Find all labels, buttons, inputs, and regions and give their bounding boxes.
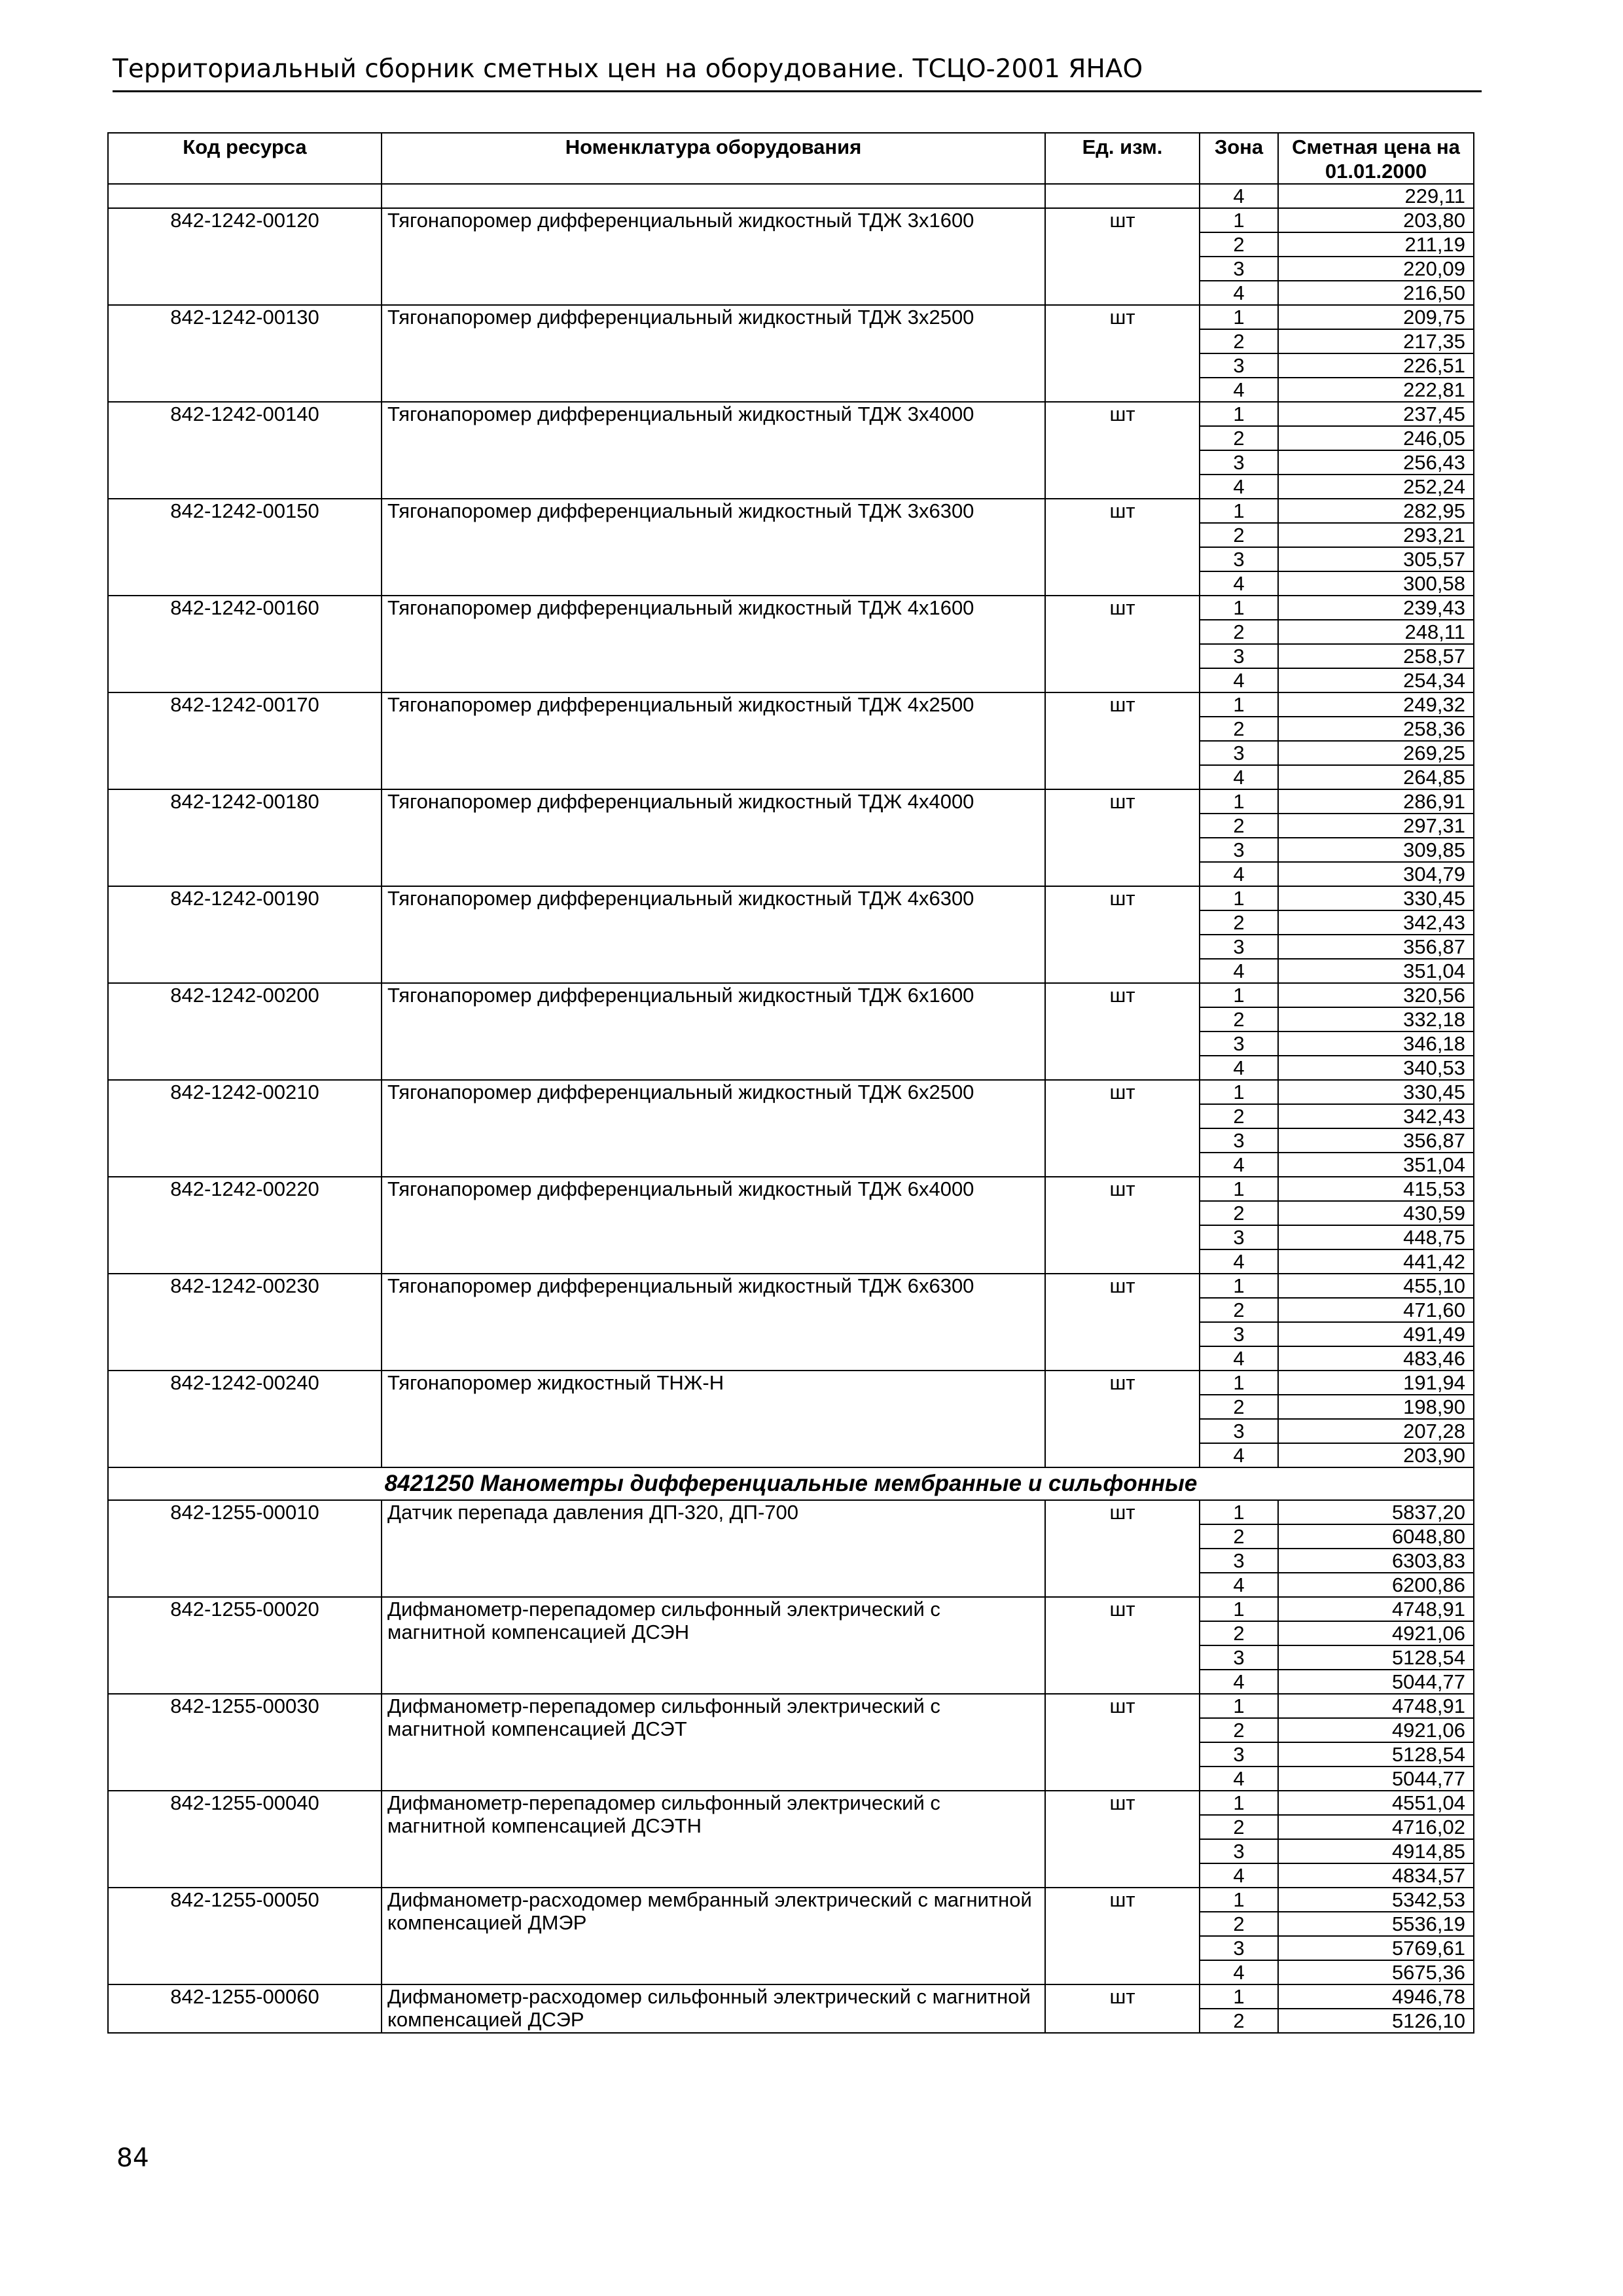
price-cell: 471,60 [1278,1298,1474,1322]
zone-cell: 1 [1200,402,1278,426]
zone-cell: 3 [1200,1225,1278,1249]
zone-cell: 2 [1200,1524,1278,1549]
resource-code: 842-1242-00230 [108,1274,382,1371]
zone-cell: 4 [1200,1056,1278,1080]
table-row [108,1177,1474,1201]
resource-code: 842-1242-00200 [108,983,382,1080]
resource-code: 842-1242-00160 [108,596,382,692]
table-header-row [108,133,1474,184]
resource-code: 842-1242-00190 [108,886,382,983]
price-cell: 356,87 [1278,1128,1474,1153]
zone-cell: 4 [1200,862,1278,886]
zone-cell: 1 [1200,1984,1278,2009]
price-cell: 5044,77 [1278,1670,1474,1694]
resource-code: 842-1242-00220 [108,1177,382,1274]
price-cell: 415,53 [1278,1177,1474,1201]
price-cell: 297,31 [1278,814,1474,838]
price-cell: 248,11 [1278,620,1474,644]
equipment-name: Тягонапоромер дифференциальный жидкостный ТДЖ 6х1600 [382,983,1045,1080]
zone-cell: 4 [1200,1346,1278,1371]
zone-cell: 4 [1200,1573,1278,1597]
unit-of-measure: шт [1045,1791,1200,1888]
price-cell: 455,10 [1278,1274,1474,1298]
table-row [108,1984,1474,2009]
price-cell: 6303,83 [1278,1549,1474,1573]
equipment-name: Дифманометр-расходомер мембранный электрический с магнитной компенсацией ДМЭР [382,1888,1045,1984]
equipment-name: Дифманометр-перепадомер сильфонный электрический с магнитной компенсацией ДСЭТ [382,1694,1045,1791]
unit-cell [1045,184,1200,208]
unit-of-measure: шт [1045,1080,1200,1177]
page-number: 84 [116,2144,149,2173]
price-cell: 320,56 [1278,983,1474,1007]
section-row [108,1467,1474,1500]
price-cell: 4921,06 [1278,1621,1474,1645]
resource-code: 842-1255-00060 [108,1984,382,2033]
zone-cell: 2 [1200,1395,1278,1419]
zone-cell: 4 [1200,281,1278,305]
price-cell: 217,35 [1278,329,1474,353]
header-name: Номенклатура оборудования [382,133,1045,184]
zone-cell: 2 [1200,1104,1278,1128]
unit-of-measure: шт [1045,1597,1200,1694]
price-cell: 441,42 [1278,1249,1474,1274]
equipment-name: Тягонапоромер дифференциальный жидкостный ТДЖ 4х4000 [382,789,1045,886]
price-cell: 254,34 [1278,668,1474,692]
zone-cell: 1 [1200,1500,1278,1524]
zone-cell: 4 [1200,1153,1278,1177]
header-price: Сметная цена на 01.01.2000 [1278,133,1474,184]
zone-cell: 1 [1200,1177,1278,1201]
table-row [108,1791,1474,1815]
equipment-name: Датчик перепада давления ДП-320, ДП-700 [382,1500,1045,1597]
price-cell: 282,95 [1278,499,1474,523]
price-cell: 5128,54 [1278,1645,1474,1670]
unit-of-measure: шт [1045,692,1200,789]
header-unit: Ед. изм. [1045,133,1200,184]
unit-of-measure: шт [1045,1500,1200,1597]
price-cell: 269,25 [1278,741,1474,765]
zone-cell: 2 [1200,329,1278,353]
zone-cell: 3 [1200,1549,1278,1573]
zone-cell: 1 [1200,1694,1278,1718]
price-cell: 203,80 [1278,208,1474,232]
zone-cell: 4 [1200,1767,1278,1791]
zone-cell: 2 [1200,717,1278,741]
price-cell: 191,94 [1278,1371,1474,1395]
equipment-name: Дифманометр-расходомер сильфонный электрический с магнитной компенсацией ДСЭР [382,1984,1045,2033]
zone-cell: 1 [1200,789,1278,814]
zone-cell: 4 [1200,668,1278,692]
price-cell: 5126,10 [1278,2009,1474,2033]
zone-cell: 1 [1200,692,1278,717]
resource-code: 842-1255-00050 [108,1888,382,1984]
zone-cell: 4 [1200,378,1278,402]
resource-code: 842-1242-00240 [108,1371,382,1467]
price-cell: 237,45 [1278,402,1474,426]
table-row [108,305,1474,329]
equipment-name: Тягонапоромер дифференциальный жидкостный ТДЖ 3х1600 [382,208,1045,305]
price-cell: 4921,06 [1278,1718,1474,1742]
unit-of-measure: шт [1045,305,1200,402]
equipment-name: Тягонапоромер дифференциальный жидкостный ТДЖ 4х2500 [382,692,1045,789]
zone-cell: 3 [1200,838,1278,862]
zone-cell: 2 [1200,1298,1278,1322]
zone-cell: 1 [1200,1274,1278,1298]
price-cell: 6048,80 [1278,1524,1474,1549]
equipment-name: Дифманометр-перепадомер сильфонный электрический с магнитной компенсацией ДСЭТН [382,1791,1045,1888]
unit-of-measure: шт [1045,402,1200,499]
price-cell: 4748,91 [1278,1597,1474,1621]
zone-cell: 3 [1200,935,1278,959]
section-title: 8421250 Манометры дифференциальные мембранные и сильфонные [108,1467,1474,1500]
price-cell: 286,91 [1278,789,1474,814]
price-cell: 4946,78 [1278,1984,1474,2009]
unit-of-measure: шт [1045,1371,1200,1467]
price-cell: 483,46 [1278,1346,1474,1371]
zone-cell: 4 [1200,1443,1278,1467]
table-row [108,184,1474,208]
equipment-name: Тягонапоромер дифференциальный жидкостный ТДЖ 3х4000 [382,402,1045,499]
price-cell: 5128,54 [1278,1742,1474,1767]
zone-cell: 2 [1200,1621,1278,1645]
price-cell: 198,90 [1278,1395,1474,1419]
table-row [108,208,1474,232]
equipment-name: Тягонапоромер дифференциальный жидкостный ТДЖ 6х4000 [382,1177,1045,1274]
price-cell: 226,51 [1278,353,1474,378]
price-cell: 305,57 [1278,547,1474,571]
zone-cell: 1 [1200,208,1278,232]
zone-cell: 1 [1200,886,1278,910]
table-row [108,1597,1474,1621]
equipment-name: Тягонапоромер дифференциальный жидкостный ТДЖ 4х6300 [382,886,1045,983]
header-code: Код ресурса [108,133,382,184]
table-row [108,1274,1474,1298]
resource-code: 842-1255-00020 [108,1597,382,1694]
equipment-name: Тягонапоромер жидкостный ТНЖ-Н [382,1371,1045,1467]
zone-cell: 3 [1200,644,1278,668]
price-cell: 293,21 [1278,523,1474,547]
zone-cell: 2 [1200,523,1278,547]
price-cell: 304,79 [1278,862,1474,886]
price-cell: 5675,36 [1278,1960,1474,1984]
price-cell: 491,49 [1278,1322,1474,1346]
zone-cell: 2 [1200,2009,1278,2033]
table-row [108,499,1474,523]
zone-cell: 2 [1200,1718,1278,1742]
table-body [108,184,1474,2033]
price-cell: 4716,02 [1278,1815,1474,1839]
zone-cell: 2 [1200,910,1278,935]
zone-cell: 3 [1200,353,1278,378]
unit-of-measure: шт [1045,886,1200,983]
table-row [108,1694,1474,1718]
zone-cell: 3 [1200,741,1278,765]
table-row [108,402,1474,426]
resource-code: 842-1242-00140 [108,402,382,499]
zone-cell: 3 [1200,547,1278,571]
zone-cell: 3 [1200,1936,1278,1960]
zone-cell: 2 [1200,1007,1278,1031]
table-row [108,1500,1474,1524]
price-cell: 342,43 [1278,910,1474,935]
price-cell: 346,18 [1278,1031,1474,1056]
price-table [107,132,1474,2034]
resource-code: 842-1242-00130 [108,305,382,402]
unit-of-measure: шт [1045,499,1200,596]
table-row [108,983,1474,1007]
price-cell: 330,45 [1278,1080,1474,1104]
price-cell: 258,36 [1278,717,1474,741]
price-cell: 430,59 [1278,1201,1474,1225]
table-row [108,596,1474,620]
zone-cell: 1 [1200,1888,1278,1912]
resource-code: 842-1255-00040 [108,1791,382,1888]
table-row [108,886,1474,910]
zone-cell: 1 [1200,1791,1278,1815]
zone-cell: 4 [1200,1670,1278,1694]
resource-code: 842-1242-00170 [108,692,382,789]
zone-cell: 1 [1200,1080,1278,1104]
zone-cell: 4 [1200,1960,1278,1984]
price-cell: 207,28 [1278,1419,1474,1443]
zone-cell: 1 [1200,305,1278,329]
price-cell: 211,19 [1278,232,1474,257]
zone-cell: 2 [1200,1815,1278,1839]
equipment-name: Тягонапоромер дифференциальный жидкостный ТДЖ 6х6300 [382,1274,1045,1371]
price-cell: 5342,53 [1278,1888,1474,1912]
resource-code: 842-1242-00150 [108,499,382,596]
price-cell: 6200,86 [1278,1573,1474,1597]
price-cell: 203,90 [1278,1443,1474,1467]
zone-cell: 1 [1200,596,1278,620]
equipment-name: Дифманометр-перепадомер сильфонный электрический с магнитной компенсацией ДСЭН [382,1597,1045,1694]
zone-cell: 3 [1200,450,1278,475]
table-row [108,1371,1474,1395]
zone-cell: 2 [1200,620,1278,644]
unit-of-measure: шт [1045,1694,1200,1791]
zone-cell: 3 [1200,1645,1278,1670]
zone-cell: 3 [1200,257,1278,281]
zone-cell: 3 [1200,1322,1278,1346]
zone-cell: 4 [1200,1249,1278,1274]
equipment-name: Тягонапоромер дифференциальный жидкостный ТДЖ 4х1600 [382,596,1045,692]
unit-of-measure: шт [1045,208,1200,305]
unit-of-measure: шт [1045,596,1200,692]
equipment-name: Тягонапоромер дифференциальный жидкостный ТДЖ 6х2500 [382,1080,1045,1177]
resource-code: 842-1242-00180 [108,789,382,886]
zone-cell: 4 [1200,475,1278,499]
zone-cell: 3 [1200,1839,1278,1863]
price-cell: 332,18 [1278,1007,1474,1031]
zone-cell: 1 [1200,1371,1278,1395]
zone-cell: 3 [1200,1031,1278,1056]
header-zone: Зона [1200,133,1278,184]
zone-cell: 2 [1200,426,1278,450]
equipment-name: Тягонапоромер дифференциальный жидкостный ТДЖ 3х6300 [382,499,1045,596]
price-cell: 239,43 [1278,596,1474,620]
price-cell: 5837,20 [1278,1500,1474,1524]
price-cell: 448,75 [1278,1225,1474,1249]
price-cell: 222,81 [1278,378,1474,402]
price-cell: 351,04 [1278,959,1474,983]
price-cell: 330,45 [1278,886,1474,910]
zone-cell: 4 [1200,959,1278,983]
price-cell: 264,85 [1278,765,1474,789]
code-cell [108,184,382,208]
price-cell: 216,50 [1278,281,1474,305]
price-cell: 249,32 [1278,692,1474,717]
zone-cell: 3 [1200,1742,1278,1767]
price-cell: 351,04 [1278,1153,1474,1177]
unit-of-measure: шт [1045,1888,1200,1984]
price-cell: 4914,85 [1278,1839,1474,1863]
price-cell: 252,24 [1278,475,1474,499]
unit-of-measure: шт [1045,1177,1200,1274]
table-row [108,789,1474,814]
unit-of-measure: шт [1045,789,1200,886]
price-cell: 220,09 [1278,257,1474,281]
unit-of-measure: шт [1045,983,1200,1080]
zone-cell: 2 [1200,1201,1278,1225]
resource-code: 842-1255-00030 [108,1694,382,1791]
zone-cell: 2 [1200,814,1278,838]
zone-cell: 2 [1200,1912,1278,1936]
price-cell: 5044,77 [1278,1767,1474,1791]
price-cell: 4551,04 [1278,1791,1474,1815]
price-cell: 309,85 [1278,838,1474,862]
price-cell: 342,43 [1278,1104,1474,1128]
zone-cell: 1 [1200,499,1278,523]
unit-of-measure: шт [1045,1984,1200,2033]
table-row [108,1080,1474,1104]
table-row [108,692,1474,717]
resource-code: 842-1242-00120 [108,208,382,305]
zone-cell: 4 [1200,571,1278,596]
name-cell [382,184,1045,208]
price-cell: 229,11 [1278,184,1474,208]
zone-cell: 2 [1200,232,1278,257]
price-cell: 258,57 [1278,644,1474,668]
zone-cell: 4 [1200,1863,1278,1888]
zone-cell: 4 [1200,765,1278,789]
price-cell: 256,43 [1278,450,1474,475]
resource-code: 842-1242-00210 [108,1080,382,1177]
price-cell: 246,05 [1278,426,1474,450]
price-cell: 5536,19 [1278,1912,1474,1936]
price-cell: 5769,61 [1278,1936,1474,1960]
price-cell: 4834,57 [1278,1863,1474,1888]
page-header: Территориальный сборник сметных цен на оборудование. ТСЦО-2001 ЯНАО [113,51,1482,92]
equipment-name: Тягонапоромер дифференциальный жидкостный ТДЖ 3х2500 [382,305,1045,402]
zone-cell: 3 [1200,1419,1278,1443]
zone-cell: 4 [1200,184,1278,208]
zone-cell: 1 [1200,1597,1278,1621]
resource-code: 842-1255-00010 [108,1500,382,1597]
price-cell: 300,58 [1278,571,1474,596]
table-row [108,1888,1474,1912]
price-cell: 356,87 [1278,935,1474,959]
price-cell: 209,75 [1278,305,1474,329]
price-cell: 340,53 [1278,1056,1474,1080]
unit-of-measure: шт [1045,1274,1200,1371]
zone-cell: 3 [1200,1128,1278,1153]
zone-cell: 1 [1200,983,1278,1007]
price-cell: 4748,91 [1278,1694,1474,1718]
